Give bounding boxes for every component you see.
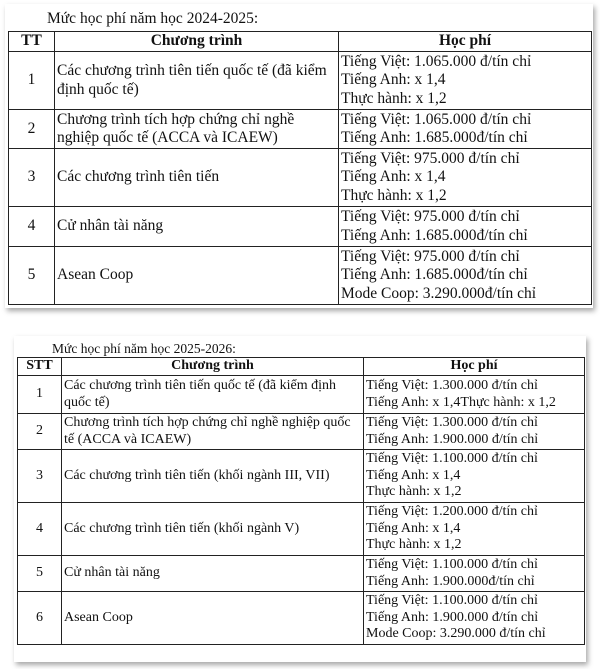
- fee-line: Tiếng Việt: 1.065.000 đ/tín chỉ: [341, 110, 532, 128]
- table-row: [9, 110, 592, 149]
- col-header-program: Chương trình: [55, 32, 339, 52]
- fee-line: Tiếng Việt: 975.000 đ/tín chỉ: [341, 149, 520, 167]
- fee-line: Tiếng Anh: x 1,4: [341, 168, 446, 186]
- fee-line: Mode Coop: 3.290.000 đ/tín chỉ: [366, 626, 546, 642]
- fee-line: Tiếng Việt: 1.200.000 đ/tín chỉ: [366, 504, 538, 520]
- header-row: [9, 32, 592, 52]
- table-row: [9, 149, 592, 207]
- program-name: Asean Coop: [55, 247, 339, 305]
- col-header-program: Chương trình: [62, 358, 364, 376]
- fee-line: Tiếng Việt: 975.000 đ/tín chỉ: [341, 247, 520, 265]
- col-header-fee: Học phí: [364, 358, 585, 376]
- row-number: 6: [18, 592, 62, 645]
- fee-line: Tiếng Anh: 1.900.000 đ/tín chỉ: [366, 431, 539, 447]
- fee-line: Tiếng Anh: 1.900.000đ/tín chỉ: [366, 573, 535, 589]
- fee-line: Thực hành: x 1,2: [366, 484, 462, 500]
- fee-line: Thực hành: x 1,2: [366, 537, 462, 553]
- table-row: [9, 52, 592, 110]
- program-name: Các chương trình tiên tiến quốc tế (đã kiểm định quốc tế): [55, 52, 339, 110]
- fee-line: Tiếng Việt: 1.100.000 đ/tín chỉ: [366, 451, 538, 467]
- program-name: Chương trình tích hợp chứng chỉ nghề nghiệp quốc tế (ACCA và ICAEW): [62, 414, 364, 450]
- row-number: 2: [9, 110, 55, 149]
- row-number: 2: [18, 414, 62, 450]
- fee-line: Tiếng Anh: x 1,4: [341, 71, 446, 89]
- row-number: 4: [9, 207, 55, 247]
- fee-cell: [339, 110, 592, 149]
- row-number: 5: [18, 556, 62, 592]
- fee-line: Tiếng Việt: 1.300.000 đ/tín chỉ: [366, 415, 538, 430]
- fee-line: Tiếng Việt: 1.100.000 đ/tín chỉ: [366, 593, 538, 609]
- col-header-no: STT: [18, 358, 62, 376]
- program-name: Chương trình tích hợp chứng chỉ nghề nghiệp quốc tế (ACCA và ICAEW): [55, 110, 339, 149]
- program-name: Cử nhân tài năng: [55, 207, 339, 247]
- table-row: [18, 556, 585, 592]
- program-name: Các chương trình tiên tiến (khối ngành III, VII): [62, 450, 364, 503]
- row-number: 4: [18, 503, 62, 556]
- row-number: 3: [9, 149, 55, 207]
- caption-2024: Mức học phí năm học 2024-2025:: [47, 10, 259, 27]
- tuition-table-2024: [8, 31, 592, 305]
- row-number: 1: [18, 376, 62, 414]
- tuition-panel-2024: [5, 4, 593, 308]
- fee-line: Tiếng Anh: 1.900.000 đ/tín chỉ: [366, 609, 539, 625]
- header-row: [18, 358, 585, 376]
- program-name: Các chương trình tiên tiến quốc tế (đã kiểm định quốc tế): [62, 376, 364, 414]
- fee-cell: [339, 247, 592, 305]
- fee-cell: [364, 450, 585, 503]
- fee-line: Tiếng Anh: 1.685.000đ/tín chỉ: [341, 129, 528, 146]
- fee-line: Tiếng Việt: 1.300.000 đ/tín chỉ: [366, 378, 538, 393]
- fee-line: Tiếng Việt: 975.000 đ/tín chỉ: [341, 208, 520, 225]
- table-row: [9, 207, 592, 247]
- fee-line: Tiếng Anh: 1.685.000đ/tín chỉ: [341, 226, 528, 244]
- row-number: 1: [9, 52, 55, 110]
- fee-line: Tiếng Anh: x 1,4: [366, 520, 461, 536]
- fee-line: Thực hành: x 1,2: [341, 89, 447, 107]
- tuition-table-2025: [17, 357, 585, 645]
- table-row: [18, 592, 585, 645]
- row-number: 5: [9, 247, 55, 305]
- table-row: [9, 247, 592, 305]
- program-name: Asean Coop: [62, 592, 364, 645]
- fee-cell: [364, 556, 585, 592]
- fee-line: Tiếng Anh: x 1,4Thực hành: x 1,2: [366, 394, 556, 410]
- fee-cell: [339, 207, 592, 247]
- fee-cell: [364, 503, 585, 556]
- table-row: [18, 376, 585, 414]
- fee-line: Tiếng Anh: x 1,4: [366, 467, 461, 483]
- table-row: [18, 503, 585, 556]
- col-header-no: TT: [9, 32, 55, 52]
- fee-cell: [339, 52, 592, 110]
- program-name: Cử nhân tài năng: [62, 556, 364, 592]
- fee-line: Thực hành: x 1,2: [341, 186, 447, 204]
- fee-cell: [364, 592, 585, 645]
- fee-line: Tiếng Việt: 1.065.000 đ/tín chỉ: [341, 52, 532, 70]
- program-name: Các chương trình tiên tiến: [55, 149, 339, 207]
- tuition-panel-2025: [14, 336, 586, 662]
- program-name: Các chương trình tiên tiến (khối ngành V): [62, 503, 364, 556]
- table-row: [18, 414, 585, 450]
- table-row: [18, 450, 585, 503]
- fee-line: Mode Coop: 3.290.000đ/tín chỉ: [341, 284, 537, 302]
- col-header-fee: Học phí: [339, 32, 592, 52]
- fee-line: Tiếng Việt: 1.100.000 đ/tín chỉ: [366, 557, 538, 572]
- row-number: 3: [18, 450, 62, 503]
- fee-line: Tiếng Anh: 1.685.000đ/tín chỉ: [341, 266, 528, 284]
- fee-cell: [339, 149, 592, 207]
- fee-cell: [364, 414, 585, 450]
- fee-cell: [364, 376, 585, 414]
- caption-2025: Mức học phí năm học 2025-2026:: [52, 341, 236, 356]
